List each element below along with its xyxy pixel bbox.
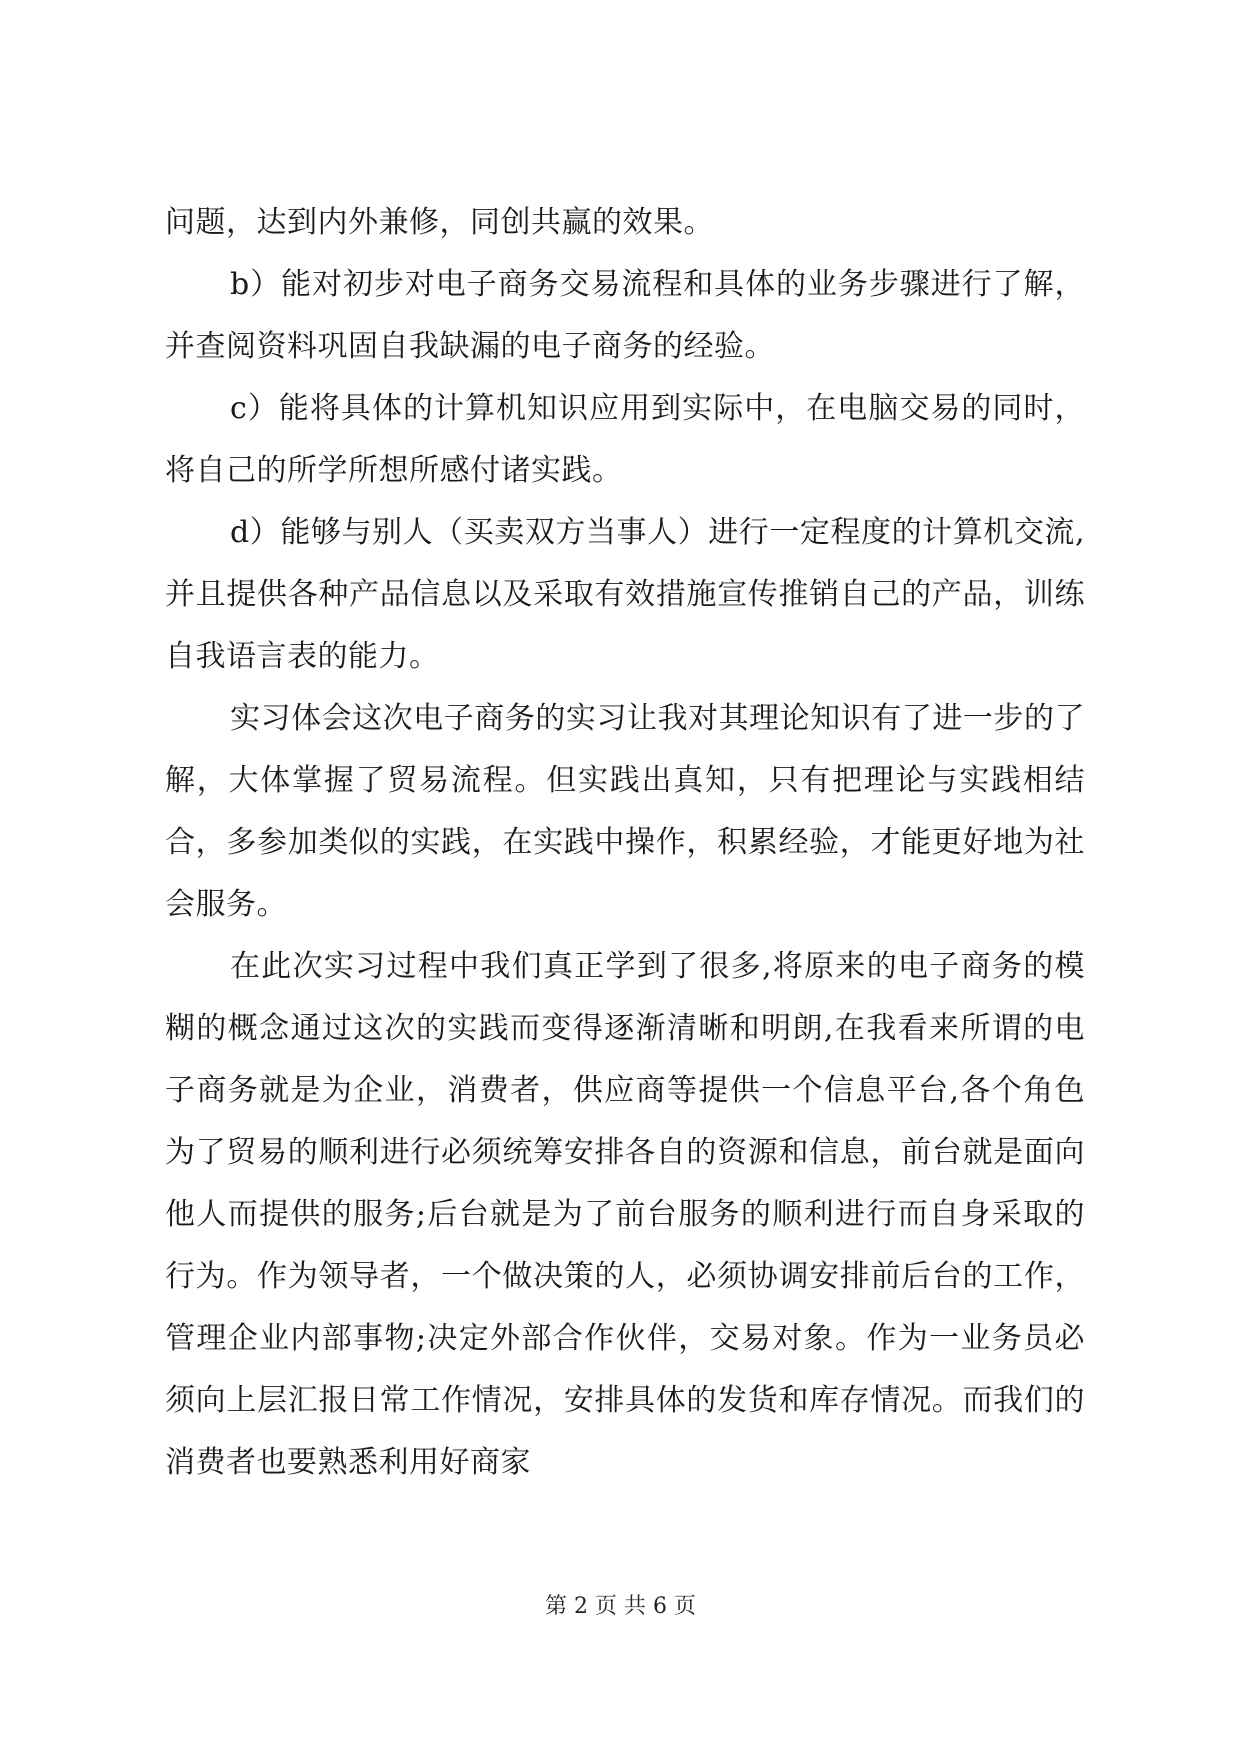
paragraph-internship-learning: 在此次实习过程中我们真正学到了很多,将原来的电子商务的模糊的概念通过这次的实践而变得逐渐清晰和明朗,在我看来所谓的电子商务就是为企业，消费者，供应商等提供一个信息平台,各个角色为了贸易的顺利进行必须统筹安排各自的资源和信息，前台就是面向他人而提供的服务;后台就是为了前台服务的顺利进行而自身采取的行为。作为领导者，一个做决策的人，必须协调安排前后台的工作，管理企业内部事物;决定外部合作伙伴，交易对象。作为一业务员必须向上层汇报日常工作情况，安排具体的发货和库存情况。而我们的消费者也要熟悉利用好商家 bbox=[165, 949, 1085, 1480]
paragraph-internship-reflection: 实习体会这次电子商务的实习让我对其理论知识有了进一步的了解，大体掌握了贸易流程。但实践出真知，只有把理论与实践相结合，多参加类似的实践，在实践中操作，积累经验，才能更好地为社会服务。 bbox=[165, 701, 1085, 922]
paragraph-item-d: d）能够与别人（买卖双方当事人）进行一定程度的计算机交流,并且提供各种产品信息以及采取有效措施宣传推销自己的产品，训练自我语言表的能力。 bbox=[165, 515, 1085, 674]
document-body bbox=[165, 192, 1085, 1494]
page-number-footer: 第 2 页 共 6 页 bbox=[545, 1594, 696, 1619]
paragraph-item-b: b）能对初步对电子商务交易流程和具体的业务步骤进行了解，并查阅资料巩固自我缺漏的电子商务的经验。 bbox=[165, 267, 1085, 364]
paragraph-continuation: 问题，达到内外兼修，同创共赢的效果。 bbox=[165, 205, 714, 240]
paragraph-item-c: c）能将具体的计算机知识应用到实际中，在电脑交易的同时，将自己的所学所想所感付诸实践。 bbox=[165, 391, 1085, 488]
